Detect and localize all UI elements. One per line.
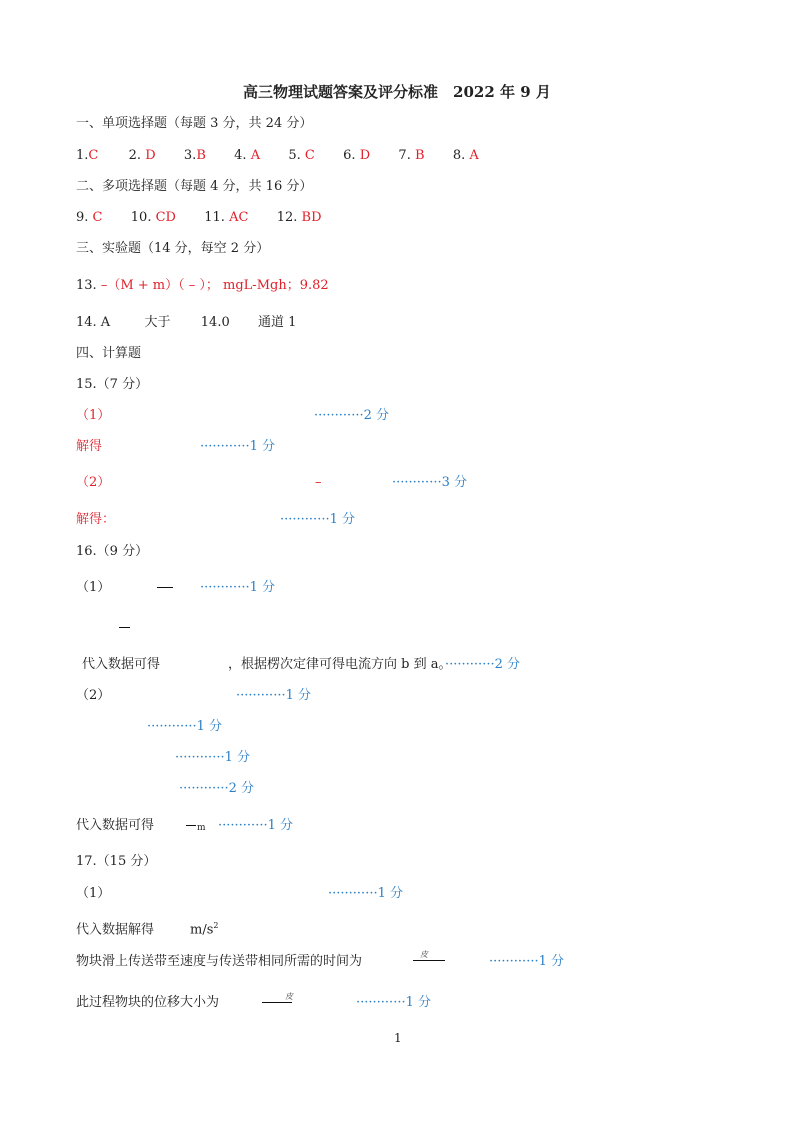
q15-solve-score: ············1 分 [200, 439, 275, 454]
q17-part1-label: （1） [76, 886, 111, 901]
q16-part2-score: ············1 分 [236, 688, 311, 703]
q17-time-score: ············1 分 [489, 954, 564, 969]
q16-final-score: ············1 分 [218, 818, 293, 833]
q15-solve-label: 解得 [76, 439, 103, 454]
section-heading-single-choice: 一、单项选择题（每题 3 分，共 24 分） [76, 116, 313, 131]
q16-result-line: 代入数据可得 ，根据楞次定律可得电流方向 b 到 a。············2 分 [82, 657, 520, 672]
answer-item: 3.B [183, 148, 206, 163]
answer-item: 8. A [452, 148, 479, 163]
q15-solve2-score: ············1 分 [280, 512, 355, 527]
q15-part2-minus: – [315, 475, 322, 490]
q17-time-line: 物块滑上传送带至速度与传送带相同所需的时间为 [76, 954, 363, 969]
fraction-bar [157, 587, 173, 588]
page-number: 1 [394, 1031, 402, 1045]
q16-step-score: ············1 分 [175, 750, 250, 765]
answer-q14: 14. A 大于 14.0 通道 1 [76, 315, 297, 330]
answer-q13: 13. –（M + m）（ – ）； mgL-Mgh；9.82 [76, 278, 329, 293]
q16-final-line: 代入数据可得 [76, 818, 155, 833]
section-heading-multi-choice: 二、多项选择题（每题 4 分，共 16 分） [76, 179, 313, 194]
q15-part2-label: （2） [76, 475, 111, 490]
fraction-bar [413, 960, 445, 961]
subscript-label: 皮 [420, 950, 428, 959]
subscript-label: 皮 [285, 992, 293, 1001]
q16-step-score: ············1 分 [147, 719, 222, 734]
q17-part1-score: ············1 分 [328, 886, 403, 901]
unit-label: m [197, 823, 206, 833]
fraction-bar [186, 825, 196, 826]
q15-part1-score: ············2 分 [314, 408, 389, 423]
answer-item: 7. B [398, 148, 425, 163]
q17-displacement-line: 此过程物块的位移大小为 [76, 995, 220, 1010]
answer-item: 4. A [234, 148, 261, 163]
fraction-bar [262, 1002, 292, 1003]
answers-multi-choice [76, 210, 322, 226]
q15-part2-score: ············3 分 [392, 475, 467, 490]
answer-item: 10. CD [130, 210, 176, 225]
section-heading-calculation: 四、计算题 [76, 346, 142, 361]
q15-solve2-label: 解得： [76, 512, 116, 527]
q15-heading: 15.（7 分） [76, 377, 149, 392]
section-heading-experiment: 三、实验题（14 分，每空 2 分） [76, 241, 270, 256]
document-title: 高三物理试题答案及评分标准 2022 年 9 月 [243, 83, 551, 101]
fraction-bar [119, 627, 130, 628]
answers-single-choice [76, 148, 479, 164]
q17-accel-line: 代入数据解得 $m/s^2$ [76, 921, 219, 938]
answer-item: 6. D [343, 148, 371, 163]
q16-heading: 16.（9 分） [76, 544, 149, 559]
answer-item: 9. C [76, 210, 103, 225]
q15-part1-label: （1） [76, 408, 111, 423]
answer-item: 12. BD [276, 210, 322, 225]
answer-item: 2. D [128, 148, 156, 163]
q16-part1-label: （1） [76, 580, 111, 595]
answer-item: 1.C [76, 148, 99, 163]
answer-item: 11. AC [204, 210, 249, 225]
q17-heading: 17.（15 分） [76, 854, 157, 869]
q16-part2-label: （2） [76, 688, 111, 703]
q16-part1-score: ············1 分 [200, 580, 275, 595]
q17-displacement-score: ············1 分 [356, 995, 431, 1010]
answer-item: 5. C [288, 148, 315, 163]
q16-step-score: ············2 分 [179, 781, 254, 796]
